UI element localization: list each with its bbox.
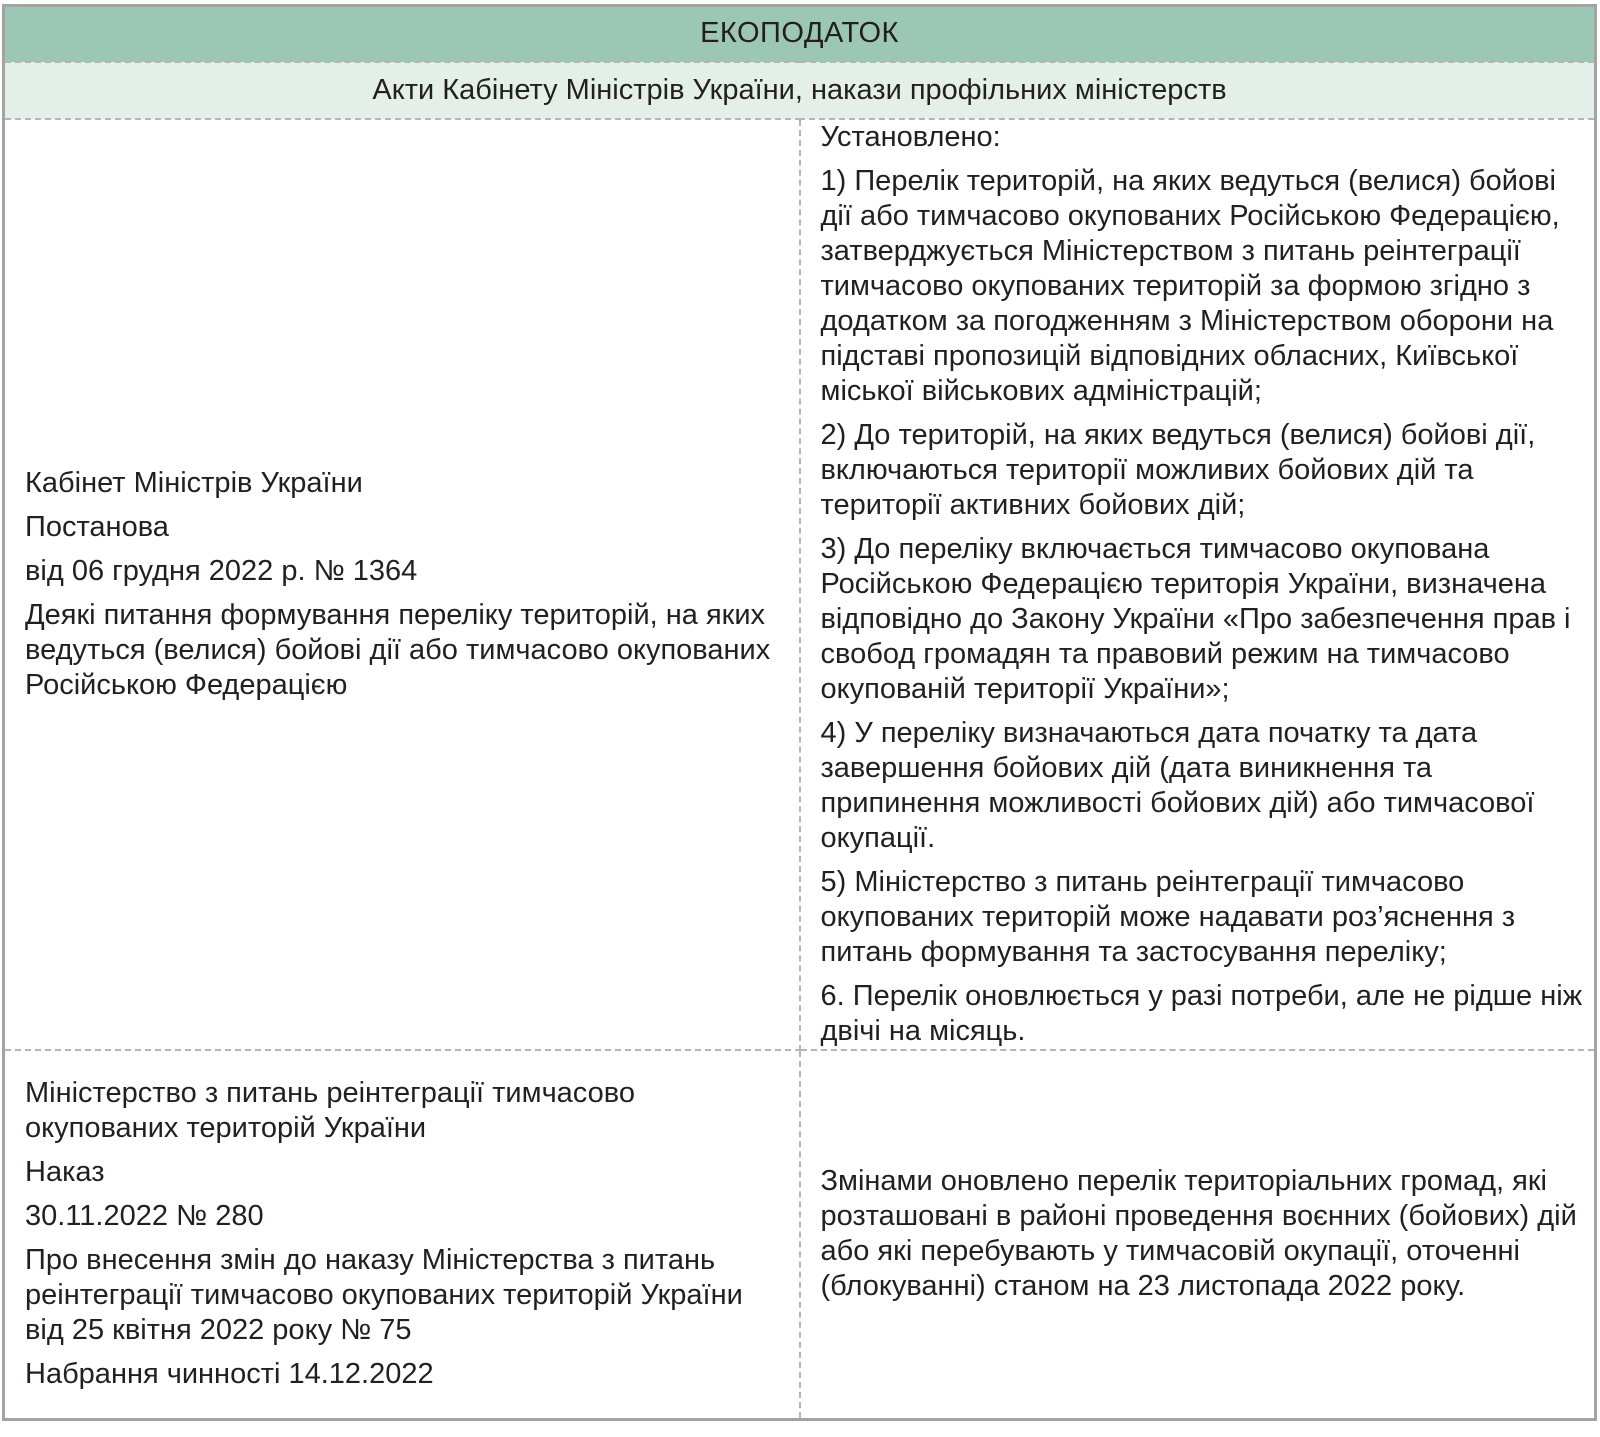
act-summary-cell <box>800 119 1596 1050</box>
act-date-number: від 06 грудня 2022 р. № 1364 <box>25 554 418 587</box>
summary-intro: Установлено: <box>820 120 1001 153</box>
act-source-cell <box>4 1050 800 1420</box>
act-title: Деякі питання формування переліку територій, на яких ведуться (велися) бойові дії або тимчасово окупованих Російською Федерацією <box>25 598 771 701</box>
summary-point: 5) Міністерство з питань реінтеграції тимчасово окупованих територій може надавати роз’яснення з питань формування та застосування переліку; <box>820 865 1516 968</box>
summary-point: 6. Перелік оновлюється у разі потреби, але не рідше ніж двічі на місяць. <box>820 979 1583 1047</box>
summary-point: 2) До територій, на яких ведуться (велися) бойові дії, включаються території можливих бойових дій та території активних бойових дій; <box>820 418 1536 521</box>
summary-point: 1) Перелік територій, на яких ведуться (велися) бойові дії або тимчасово окупованих Російською Федерацією, затверджується Міністерством з питань реінтеграції тимчасово окупованих територій за формою згідно з додатком за погодженням з Міністерством оборони на підставі пропозицій відповідних обласних, Київської міської військових адміністрацій; <box>820 164 1560 407</box>
ecotax-table <box>2 4 1597 1421</box>
act-issuer: Міністерство з питань реінтеграції тимчасово окупованих територій України <box>25 1077 635 1145</box>
act-date-number: 30.11.2022 № 280 <box>25 1200 264 1233</box>
act-type: Наказ <box>25 1156 105 1189</box>
act-type: Постанова <box>25 510 169 543</box>
act-summary-cell <box>800 1050 1596 1420</box>
table-subtitle: Акти Кабінету Міністрів України, накази профільних міністерств <box>4 62 1596 119</box>
summary-text: Змінами оновлено перелік територіальних громад, які розташовані в районі проведення воєнних (бойових) дій або які перебувають у тимчасовій окупації, оточенні (блокуванні) станом на 23 листопада 2022 року. <box>820 1165 1577 1303</box>
act-effective-date: Набрання чинності 14.12.2022 <box>25 1358 434 1391</box>
table-title: ЕКОПОДАТОК <box>4 6 1596 62</box>
summary-point: 3) До переліку включається тимчасово окупована Російською Федерацією територія України, визначена відповідно до Закону України «Про забезпечення прав і свобод громадян та правовий режим на тимчасово окупованій території України»; <box>820 532 1571 705</box>
summary-point: 4) У переліку визначаються дата початку та дата завершення бойових дій (дата виникнення та припинення можливості бойових дій) або тимчасової окупації. <box>820 716 1535 854</box>
act-issuer: Кабінет Міністрів України <box>25 466 363 499</box>
table-row <box>4 1050 1596 1420</box>
table-row <box>4 119 1596 1050</box>
act-source-cell <box>4 119 800 1050</box>
act-title: Про внесення змін до наказу Міністерства з питань реінтеграції тимчасово окупованих територій України від 25 квітня 2022 року № 75 <box>25 1244 743 1347</box>
